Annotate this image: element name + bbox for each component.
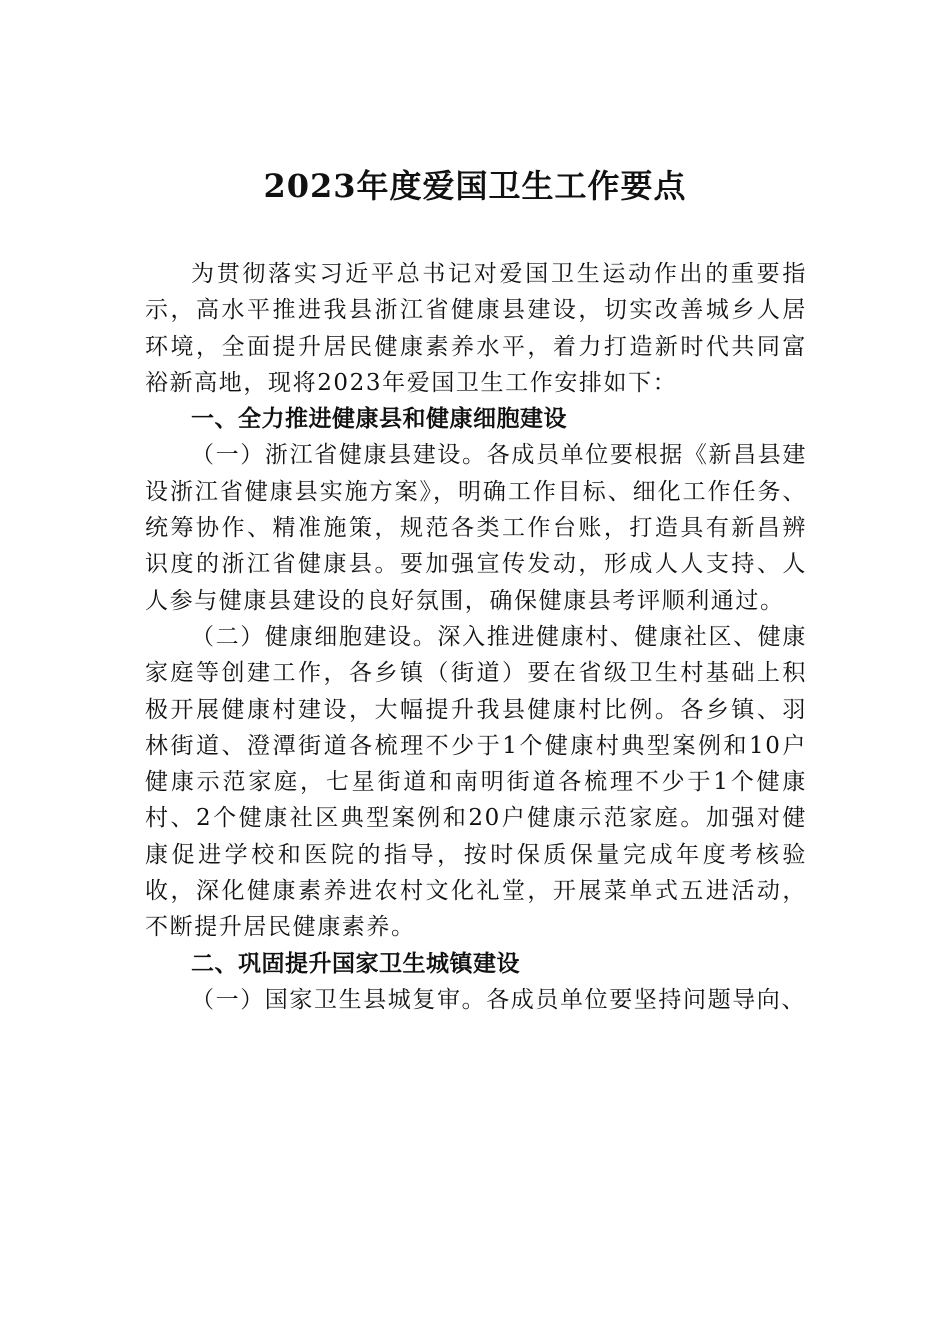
section-2-paragraph-1-text: 各成员单位要坚持问题导向、 — [486, 986, 807, 1013]
section-1-paragraph-1 — [145, 437, 807, 618]
section-2-paragraph-1-label: （一）国家卫生县城复审。 — [191, 986, 487, 1013]
section-1-paragraph-2-label: （二）健康细胞建设。 — [191, 623, 438, 650]
intro-paragraph: 为贯彻落实习近平总书记对爱国卫生运动作出的重要指示，高水平推进我县浙江省健康县建设，切实改善城乡人居环境，全面提升居民健康素养水平，着力打造新时代共同富裕新高地，现将2023年爱国卫生工作安排如下： — [145, 261, 807, 396]
section-1-paragraph-1-text: 各成员单位要根据《新昌县建设浙江省健康县实施方案》，明确工作目标、细化工作任务、统筹协作、精准施策，规范各类工作台账，打造具有新昌辨识度的浙江省健康县。要加强宣传发动，形成人人支持、人人参与健康县建设的良好氛围，确保健康县考评顺利通过。 — [145, 442, 807, 614]
document-body — [145, 256, 807, 1018]
section-1-paragraph-2 — [145, 619, 807, 946]
section-1-heading: 一、全力推进健康县和健康细胞建设 — [191, 406, 567, 433]
section-1-paragraph-1-label: （一）浙江省健康县建设。 — [191, 442, 487, 469]
document-title: 2023年度爱国卫生工作要点 — [263, 167, 687, 205]
section-2-paragraph-1 — [145, 982, 807, 1018]
section-2-heading: 二、巩固提升国家卫生城镇建设 — [191, 950, 520, 977]
section-1-paragraph-2-text: 深入推进健康村、健康社区、健康家庭等创建工作，各乡镇（街道）要在省级卫生村基础上积极开展健康村建设，大幅提升我县健康村比例。各乡镇、羽林街道、澄潭街道各梳理不少于1个健康村典型案例和10户健康示范家庭，七星街道和南明街道各梳理不少于1个健康村、2个健康社区典型案例和20户健康示范家庭。加强对健康促进学校和医院的指导，按时保质保量完成年度考核验收，深化健康素养进农村文化礼堂，开展菜单式五进活动，不断提升居民健康素养。 — [145, 623, 808, 941]
